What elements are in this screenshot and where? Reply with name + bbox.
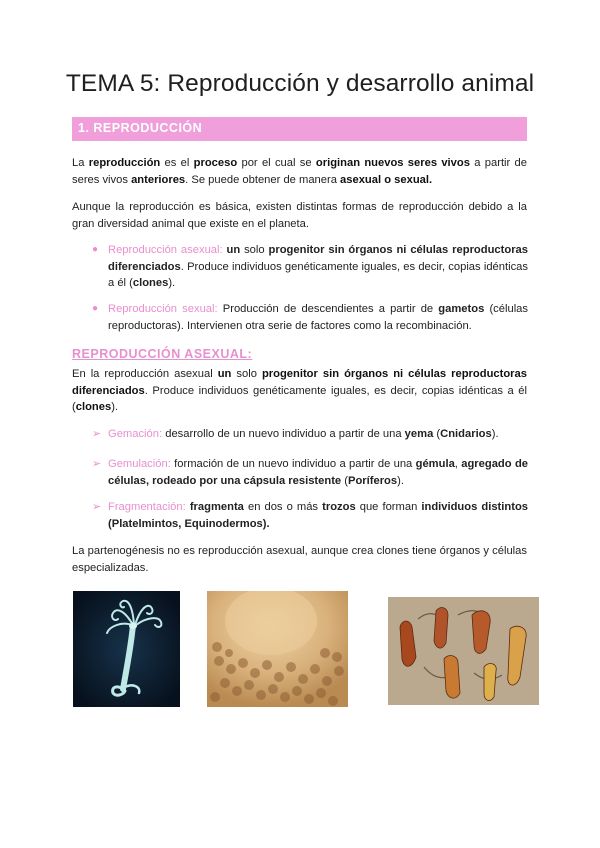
bold-text: progenitor sin órganos ni células reproductoras diferenciados <box>72 368 527 397</box>
text-run: . Produce individuos genéticamente iguales, es decir, copias idénticas a él ( <box>108 260 528 289</box>
text-run: En la reproducción asexual <box>72 368 218 380</box>
dot-bullet-icon: ● <box>92 303 99 314</box>
dot-bullet-icon: ● <box>92 244 99 255</box>
page-title: TEMA 5: Reproducción y desarrollo animal <box>65 70 535 97</box>
bold-text: gametos <box>438 303 485 315</box>
list-item-description <box>108 458 528 487</box>
text-run: formación de un nuevo individuo a partir de una <box>170 458 416 470</box>
bold-text: un <box>217 368 232 380</box>
bold-text: agregado de células, rodeado por una cápsula resistente <box>108 458 528 487</box>
arrow-bullet-icon: ➢ <box>92 428 102 440</box>
intro-paragraph <box>72 155 527 188</box>
bold-text: reproducción <box>88 157 161 169</box>
hydra-photo <box>73 591 180 707</box>
bold-text: gémula <box>415 458 455 470</box>
section-heading: 1. REPRODUCCIÓN <box>78 121 203 135</box>
bold-text: clones <box>75 401 112 413</box>
text-run: solo <box>240 244 269 256</box>
list-item-label: Reproducción asexual: <box>108 244 223 256</box>
bold-text: trozos <box>322 501 356 513</box>
list-item-description <box>162 428 498 440</box>
planaria-fragmentation-photo <box>388 597 539 705</box>
list-item-text <box>108 242 528 292</box>
asexual-heading: REPRODUCCIÓN ASEXUAL: <box>72 347 253 361</box>
text-run: es el <box>160 157 194 169</box>
text-run: , <box>454 458 462 470</box>
bold-text: clones <box>132 277 169 289</box>
list-item-label: Gemulación: <box>108 458 171 470</box>
sponge-gemmule-photo <box>207 591 348 707</box>
text-run: por el cual se <box>237 157 316 169</box>
text-run: desarrollo de un nuevo individuo a partir de una <box>162 428 405 440</box>
list-item-label: Fragmentación: <box>108 501 186 513</box>
text-run: ). <box>491 428 499 440</box>
text-run: solo <box>231 368 262 380</box>
bold-text: individuos distintos (Platelmintos, Equinodermos). <box>108 501 528 530</box>
list-item-label: Reproducción sexual: <box>108 303 218 315</box>
bold-text: un <box>226 244 241 256</box>
text-run: ( <box>433 428 441 440</box>
text-run: ). <box>397 474 404 487</box>
bold-text: fragmenta <box>189 501 244 513</box>
bold-text: Poríferos <box>348 474 398 487</box>
text-run: ). <box>168 277 176 289</box>
text-run: que forman <box>355 501 422 513</box>
list-item-text <box>108 301 528 334</box>
list-item-text <box>108 499 528 532</box>
bold-text: proceso <box>193 157 238 169</box>
bold-text: anteriores <box>131 173 186 186</box>
bold-text: Cnidarios <box>440 428 492 440</box>
text-run: en dos o más <box>243 501 323 513</box>
bold-text: originan nuevos seres vivos <box>315 157 470 169</box>
asexual-intro-paragraph <box>72 366 527 416</box>
list-item-text <box>108 456 528 489</box>
text-run: (células reproductoras). Intervienen otra serie de factores como la recombinación. <box>108 303 528 332</box>
text-run: a partir de seres vivos <box>72 157 528 186</box>
list-item-label: Gemación: <box>108 428 163 440</box>
arrow-bullet-icon: ➢ <box>92 501 102 513</box>
bold-text: asexual o sexual. <box>340 173 433 186</box>
bold-text: yema <box>404 428 434 440</box>
text-run: Producción de descendientes a partir de <box>217 303 439 315</box>
diversity-paragraph: Aunque la reproducción es básica, existen distintas formas de reproducción debido a la gran diversidad animal que existe en el planeta. <box>72 201 527 230</box>
text-run: . Produce individuos genéticamente iguales, es decir, copias idénticas a él ( <box>72 384 527 413</box>
text-run: ). <box>111 401 119 413</box>
section-heading-bar <box>72 117 527 141</box>
bold-text: progenitor sin órganos ni células reproductoras diferenciados <box>108 244 529 273</box>
list-item-text <box>108 426 528 443</box>
partenogenesis-note: La partenogénesis no es reproducción asexual, aunque crea clones tiene órganos y células especializadas. <box>72 545 527 574</box>
text-run: . Se puede obtener de manera <box>185 173 341 186</box>
text-run: ( <box>341 474 348 487</box>
arrow-bullet-icon: ➢ <box>92 458 102 470</box>
text-run: La <box>72 157 89 169</box>
